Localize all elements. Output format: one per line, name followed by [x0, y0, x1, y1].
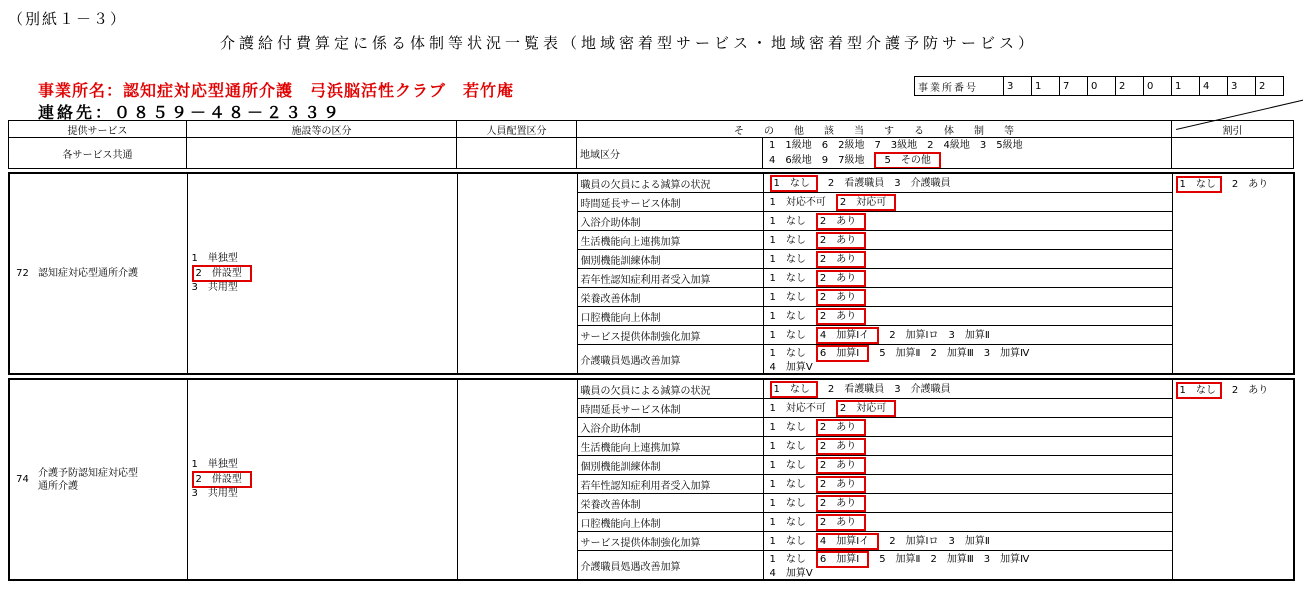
service-name — [35, 379, 187, 580]
region-unselected: 4 6級地 9 7級地 — [769, 155, 865, 166]
appendix-label: （別紙１－３） — [8, 10, 128, 28]
office-number-label: 事業所番号 — [915, 77, 1004, 96]
region-label: 地域区分 — [577, 138, 763, 168]
office-number-digit: 7 — [1060, 77, 1088, 96]
item-unselected-option: 1 なし — [769, 329, 806, 341]
system-item-label: 口腔機能向上体制 — [577, 513, 763, 532]
item-selected: 2 対応可 — [836, 400, 896, 417]
system-item-label: 若年性認知症利用者受入加算 — [577, 475, 763, 494]
system-item-label: 栄養改善体制 — [577, 288, 763, 307]
system-item-label: 口腔機能向上体制 — [577, 307, 763, 326]
item-unselected-option: 1 なし — [769, 497, 806, 509]
discount-other: 2 あり — [1231, 179, 1269, 190]
item-unselected-option: 1 なし — [769, 253, 806, 265]
office-number-digit: 3 — [1004, 77, 1032, 96]
item-other-options: 5 加算Ⅱ 2 加算Ⅲ 3 加算Ⅳ — [879, 554, 1030, 565]
common-staffing-cell — [457, 138, 577, 169]
discount-selected: 1 なし — [1176, 382, 1222, 399]
facility-option-3: 3 共用型 — [191, 488, 238, 499]
service-block — [8, 378, 1295, 581]
system-item-label: 職員の欠員による減算の状況 — [577, 379, 763, 399]
facility-options — [187, 379, 457, 580]
item-unselected-option: 1 対応不可 — [769, 402, 826, 414]
system-item-options — [763, 437, 1172, 456]
item-selected: 4 加算Ⅰイ — [816, 327, 879, 344]
system-item-label: 若年性認知症利用者受入加算 — [577, 269, 763, 288]
office-number-digit: 3 — [1228, 77, 1256, 96]
item-selected: 2 あり — [816, 308, 866, 325]
system-item-options — [763, 475, 1172, 494]
system-item-options — [763, 456, 1172, 475]
item-other-options: 5 加算Ⅱ 2 加算Ⅲ 3 加算Ⅳ — [879, 348, 1030, 359]
service-block — [8, 172, 1295, 375]
system-item-label: 個別機能訓練体制 — [577, 250, 763, 269]
discount-cell — [1172, 379, 1294, 580]
service-name-line1: 介護予防認知症対応型 — [38, 467, 138, 479]
item-other-options: 2 看護職員 3 介護職員 — [827, 177, 951, 189]
item-selected: 2 あり — [816, 438, 866, 455]
system-item-label: サービス提供体制強化加算 — [577, 326, 763, 345]
region-options — [763, 138, 1029, 168]
item-selected: 2 あり — [816, 270, 866, 287]
system-item-label: 介護職員処遇改善加算 — [577, 345, 763, 375]
system-item-options — [763, 288, 1172, 307]
header-discount: 割引 — [1172, 121, 1294, 138]
region-options-line2 — [769, 152, 1023, 169]
common-label: 各サービス共通 — [9, 138, 187, 169]
item-unselected-option: 1 なし — [769, 272, 806, 284]
service-name-line2: 通所介護 — [38, 480, 78, 492]
system-item-options — [763, 307, 1172, 326]
discount-selected: 1 なし — [1176, 176, 1222, 193]
item-option-line2: 4 加算Ⅴ — [769, 362, 813, 373]
office-number-digit: 1 — [1032, 77, 1060, 96]
item-selected: 2 あり — [816, 476, 866, 493]
system-item-label: 個別機能訓練体制 — [577, 456, 763, 475]
item-selected: 1 なし — [770, 175, 818, 192]
header-staffing: 人員配置区分 — [457, 121, 577, 138]
item-selected: 1 なし — [770, 381, 818, 398]
header-facility: 施設等の区分 — [187, 121, 457, 138]
office-number-table — [914, 76, 1284, 96]
office-name: 事業所名：認知症対応型通所介護 弓浜脳活性クラブ 若竹庵 — [38, 81, 515, 100]
system-item-options — [763, 532, 1172, 551]
facility-option-2-selected: 2 併設型 — [192, 265, 252, 282]
service-name — [35, 173, 187, 374]
system-item-label: 時間延長サービス体制 — [577, 399, 763, 418]
system-item-options — [763, 269, 1172, 288]
facility-option-2-selected: 2 併設型 — [192, 471, 252, 488]
item-selected: 2 あり — [816, 514, 866, 531]
facility-options — [187, 173, 457, 374]
header-table — [8, 120, 1294, 169]
system-item-options — [763, 193, 1172, 212]
office-number-digit: 2 — [1116, 77, 1144, 96]
header-service: 提供サービス — [9, 121, 187, 138]
item-unselected-option: 1 なし — [769, 459, 806, 471]
system-item-options — [763, 418, 1172, 437]
system-item-options — [763, 379, 1172, 399]
item-selected: 2 あり — [816, 495, 866, 512]
item-selected: 2 あり — [816, 457, 866, 474]
system-item-label: 介護職員処遇改善加算 — [577, 551, 763, 581]
item-selected: 2 対応可 — [836, 194, 896, 211]
common-region-cell — [577, 138, 1172, 169]
service-code: 74 — [9, 379, 35, 580]
header-other: そ の 他 該 当 す る 体 制 等 — [577, 121, 1172, 138]
system-item-options — [763, 345, 1172, 375]
region-options-line1: 1 1級地 6 2級地 7 3級地 2 4級地 3 5級地 — [769, 140, 1023, 151]
item-other-options: 2 加算Ⅰロ 3 加算Ⅱ — [889, 329, 990, 341]
system-item-label: 時間延長サービス体制 — [577, 193, 763, 212]
item-selected: 6 加算Ⅰ — [816, 345, 869, 362]
discount-other: 2 あり — [1231, 385, 1269, 396]
item-selected: 2 あり — [816, 232, 866, 249]
system-item-options — [763, 326, 1172, 345]
item-unselected-option: 1 なし — [769, 215, 806, 227]
item-unselected-option: 1 なし — [769, 421, 806, 433]
system-item-options — [763, 173, 1172, 193]
item-option-line2: 4 加算Ⅴ — [769, 568, 813, 579]
system-item-options — [763, 250, 1172, 269]
item-selected: 2 あり — [816, 251, 866, 268]
system-item-options — [763, 551, 1172, 581]
facility-option-1: 1 単独型 — [191, 253, 238, 264]
office-number-digit: 4 — [1200, 77, 1228, 96]
facility-option-3: 3 共用型 — [191, 282, 238, 293]
item-selected: 2 あり — [816, 289, 866, 306]
system-item-label: 職員の欠員による減算の状況 — [577, 173, 763, 193]
item-unselected-option: 1 なし — [769, 554, 806, 565]
item-unselected-option: 1 なし — [769, 516, 806, 528]
common-discount-cell — [1172, 138, 1294, 169]
system-item-options — [763, 231, 1172, 250]
office-number-digit: 1 — [1172, 77, 1200, 96]
region-selected: 5 その他 — [874, 152, 940, 169]
system-item-label: サービス提供体制強化加算 — [577, 532, 763, 551]
item-other-options: 2 看護職員 3 介護職員 — [827, 383, 951, 395]
item-selected: 4 加算Ⅰイ — [816, 533, 879, 550]
item-unselected-option: 1 なし — [769, 310, 806, 322]
office-number-digit: 0 — [1088, 77, 1116, 96]
service-name-line1: 認知症対応型通所介護 — [38, 268, 138, 279]
system-item-label: 生活機能向上連携加算 — [577, 437, 763, 456]
item-unselected-option: 1 なし — [769, 440, 806, 452]
document-title: 介護給付費算定に係る体制等状況一覧表（地域密着型サービス・地域密着型介護予防サービス） — [220, 34, 1038, 52]
item-unselected-option: 1 なし — [769, 535, 806, 547]
item-selected: 2 あり — [816, 213, 866, 230]
staffing-cell — [457, 173, 577, 374]
system-item-options — [763, 513, 1172, 532]
system-item-label: 生活機能向上連携加算 — [577, 231, 763, 250]
system-item-options — [763, 212, 1172, 231]
item-unselected-option: 1 なし — [769, 478, 806, 490]
contact-phone: 連絡先：０８５９－４８－２３３９ — [38, 103, 343, 122]
item-unselected-option: 1 なし — [769, 348, 806, 359]
office-number-digit: 0 — [1144, 77, 1172, 96]
item-other-options: 2 加算Ⅰロ 3 加算Ⅱ — [889, 535, 990, 547]
common-facility-cell — [187, 138, 457, 169]
service-code: 72 — [9, 173, 35, 374]
system-item-options — [763, 494, 1172, 513]
staffing-cell — [457, 379, 577, 580]
item-unselected-option: 1 なし — [769, 291, 806, 303]
discount-cell — [1172, 173, 1294, 374]
facility-option-1: 1 単独型 — [191, 459, 238, 470]
item-selected: 6 加算Ⅰ — [816, 551, 869, 568]
system-item-options — [763, 399, 1172, 418]
system-item-label: 入浴介助体制 — [577, 418, 763, 437]
item-unselected-option: 1 なし — [769, 234, 806, 246]
system-item-label: 栄養改善体制 — [577, 494, 763, 513]
office-number-digit: 2 — [1256, 77, 1284, 96]
item-selected: 2 あり — [816, 419, 866, 436]
item-unselected-option: 1 対応不可 — [769, 196, 826, 208]
system-item-label: 入浴介助体制 — [577, 212, 763, 231]
